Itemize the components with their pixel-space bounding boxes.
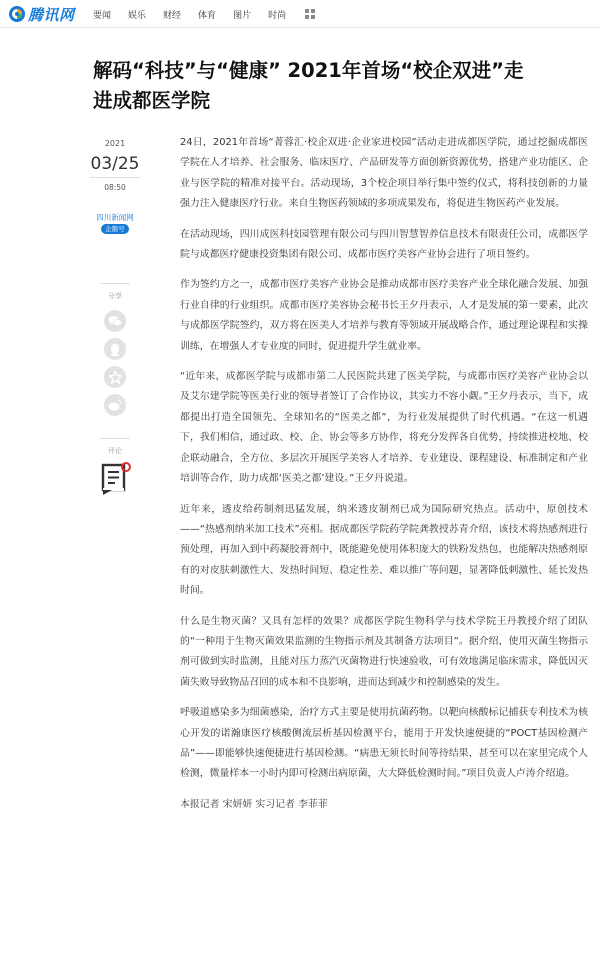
- wechat-icon: [108, 315, 122, 327]
- share-qq-button[interactable]: [104, 338, 126, 360]
- comment-divider: [100, 438, 130, 439]
- favorite-button[interactable]: [104, 366, 126, 388]
- nav-item-news[interactable]: 要闻: [93, 10, 112, 21]
- date-year: 2021: [104, 139, 126, 148]
- weibo-icon: [108, 399, 122, 411]
- qq-icon: [110, 343, 120, 356]
- article-body: [180, 133, 588, 825]
- article-title: 解码“科技”与“健康” 2021年首场“校企双进”走进成都医学院: [93, 59, 524, 112]
- comment-icon[interactable]: [100, 459, 134, 495]
- paragraph: 近年来，透皮给药制剂迅猛发展，纳米透皮制剂已成为国际研究热点。活动中，原创技术——“热感剂纳米加工技术”亮相。据成都医学院药学院龚教授苏青介绍，该技术将热感剂进行预处理，再加入到中药凝胶膏剂中，既能避免使用体积庞大的铁粉发热包，也能解决热感剂原有的对皮肤刺激性大、发热时间短、稳定性差、难以推广等问题，显著降低刺激性、延长发热时间。: [180, 503, 588, 597]
- share-wechat-button[interactable]: [104, 310, 126, 332]
- share-divider: [100, 283, 130, 284]
- share-weibo-button[interactable]: [104, 394, 126, 416]
- source-name[interactable]: 四川新闻网: [96, 213, 134, 222]
- nav-item-finance[interactable]: 财经: [163, 10, 182, 21]
- nav-menu: [93, 0, 315, 28]
- nav-item-fashion[interactable]: 时尚: [268, 10, 287, 21]
- paragraph: 在活动现场，四川成医科技园管理有限公司与四川智慧智养信息技术有限责任公司，成都医学院与成都医疗健康投资集团有限公司、成都市医疗美容产业协会进行了项目签约。: [180, 228, 588, 261]
- comment-label: 评论: [108, 447, 122, 455]
- publish-time: 08:50: [104, 183, 126, 192]
- date-month-day: 03/25: [90, 154, 140, 174]
- paragraph: 24日，2021年首场“菁蓉汇·校企双进·企业家进校园”活动走进成都医学院，通过挖掘成都医学院在人才培养、社会服务、临床医疗、产品研发等方面创新资源优势，搭建产业功能区、企业与医学院的精准对接平台。活动现场，3个校企项目举行集中签约仪式，将科技创新的力量强力注入健康医疗行业。来自生物医药领域的多项成果发布，将促进生物医药产业发展。: [180, 137, 588, 210]
- top-nav: [0, 0, 600, 28]
- nav-item-pictures[interactable]: 图片: [233, 10, 252, 21]
- share-label: 分享: [108, 292, 122, 300]
- logo-text: 腾讯网: [28, 5, 75, 24]
- paragraph: 作为签约方之一，成都市医疗美容产业协会是推动成都市医疗美容产业全球化融合发展、加强行业自律的行业组织。成都市医疗美容协会秘书长王夕丹表示，人才是发展的第一要素，此次与成都医学院签约，双方将在医美人才培养与教育等领域开展战略合作，通过理论课程和实操训练，在增强人才专业度的同时，促进提升学生就业率。: [180, 279, 588, 352]
- nav-item-sports[interactable]: 体育: [198, 10, 217, 21]
- paragraph: “近年来，成都医学院与成都市第二人民医院共建了医美学院，与成都市医疗美容产业协会以及艾尔建学院等医美行业的领导者签订了合作协议，其实力不容小觑。”王夕丹表示，当下，成都提出打造全国领先、全球知名的“医美之都”，为行业发展提供了时代机遇。“在这一机遇下，我们相信，通过政、校、企、协会等多方协作，将充分发挥各自优势，持续推进校地、校企联动融合，全方位、多层次开展医学美容人才培养、专业建设、课程建设、标准制定和产业培训等合作，助力成都‘医美之都’建设。”王夕丹说道。: [180, 371, 588, 485]
- grid-menu-icon[interactable]: [305, 9, 315, 19]
- paragraph: 什么是生物灭菌？又具有怎样的效果？成都医学院生物科学与技术学院王丹教授介绍了团队的“一种用于生物灭菌效果监测的生物指示剂及其制备方法项目”。据介绍，使用灭菌生物指示剂可做到实时监测，且能对压力蒸汽灭菌物进行快速验收，可有效地满足临床需求，降低因灭菌失败导致物品召回的成本和不良影响，进而达到减少和控制感染的发生。: [180, 615, 588, 688]
- penguin-badge[interactable]: 企鹅号: [101, 224, 129, 234]
- nav-item-entertainment[interactable]: 娱乐: [128, 10, 147, 21]
- date-divider: [90, 177, 140, 178]
- byline: 本报记者 宋妍妍 实习记者 李菲菲: [180, 798, 328, 810]
- tencent-logo-icon: [8, 5, 26, 23]
- favorite-star-icon: [109, 371, 122, 384]
- paragraph: 呼吸道感染多为细菌感染，治疗方式主要是使用抗菌药物。以靶向核酸标记捕获专利技术为核心开发的诺瀚康医疗核酸侧流层析基因检测平台，能用于开发快速便捷的“POCT基因检测产品”——即能够快速便捷进行基因检测。“病患无须长时间等待结果，甚至可以在家里完成个人检测，微量样本一小时内即可检测出病原菌，大大降低检测时间。”项目负责人卢涛介绍道。: [180, 707, 588, 780]
- tencent-logo[interactable]: [8, 5, 75, 23]
